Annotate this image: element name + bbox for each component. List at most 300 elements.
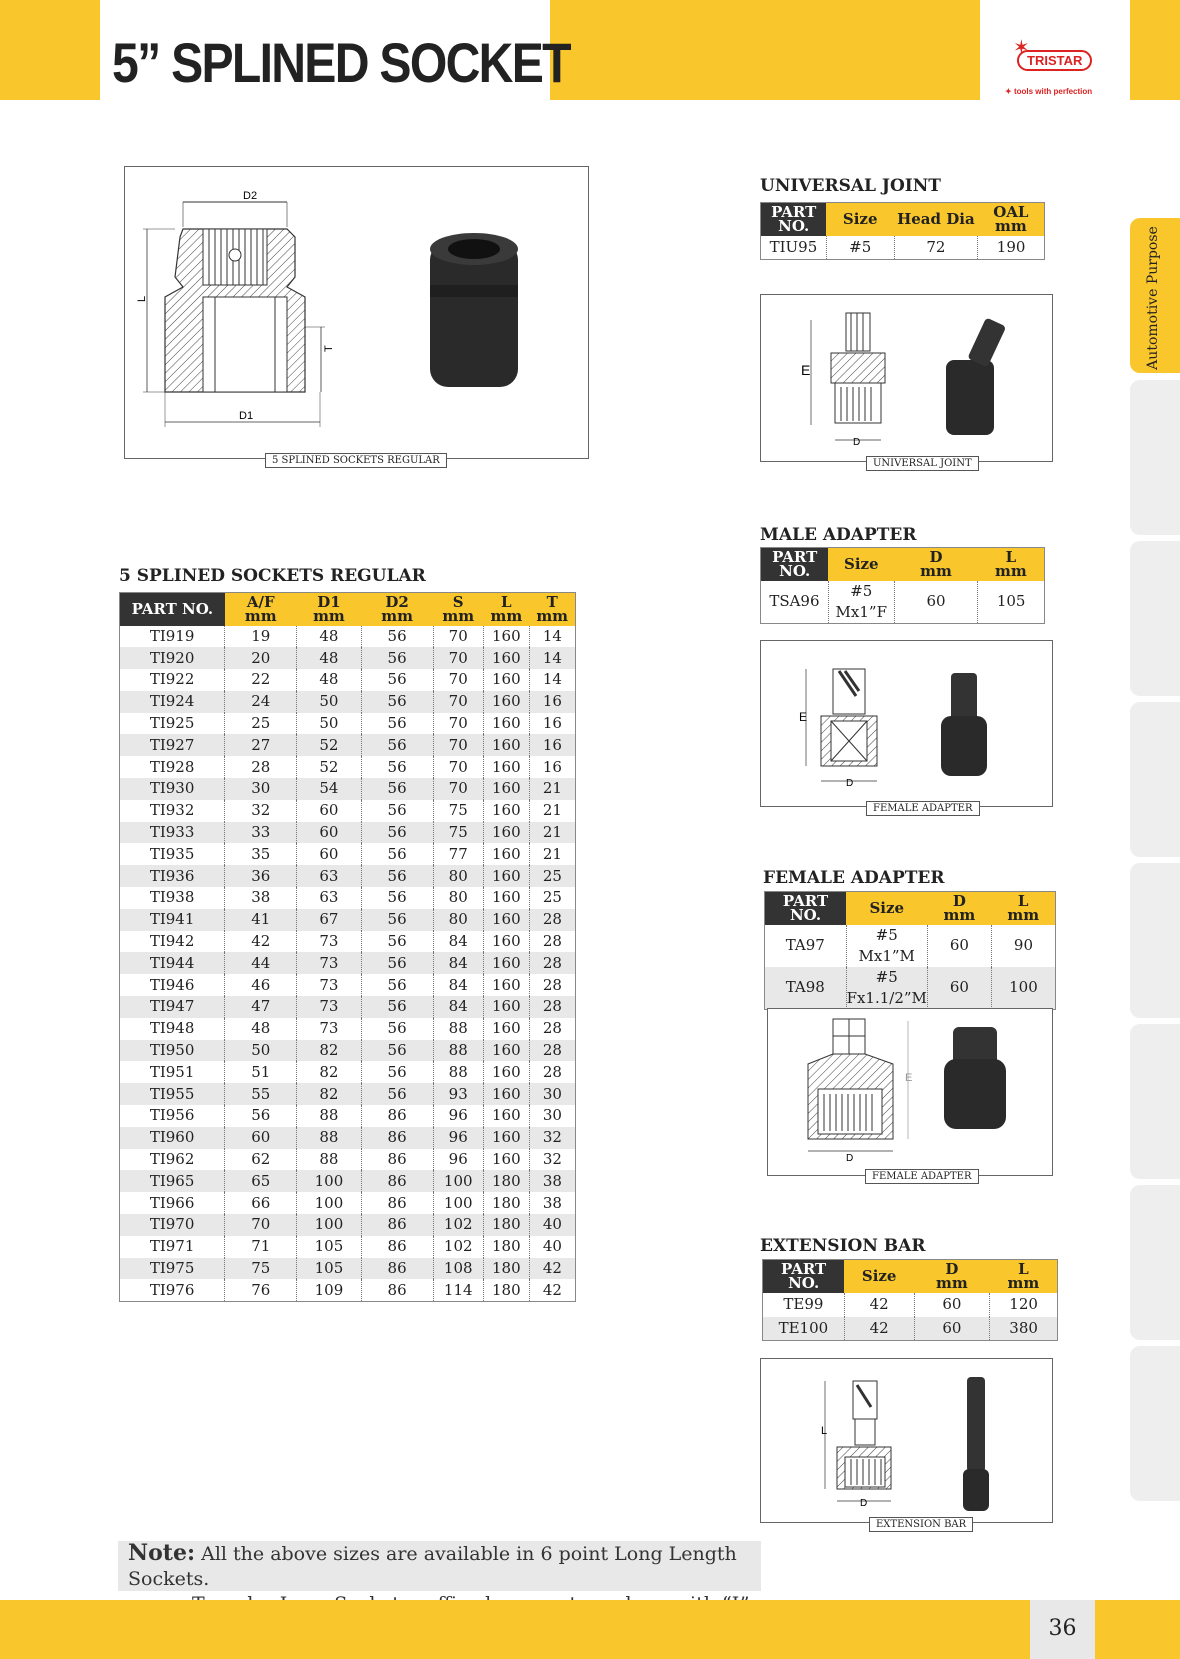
table-cell: 38	[529, 1170, 575, 1192]
table-cell: 56	[361, 626, 433, 648]
label-l: L	[136, 295, 148, 302]
table-cell: 86	[361, 1258, 433, 1280]
table-cell: 160	[483, 756, 529, 778]
table-row	[120, 931, 576, 953]
table-row	[120, 626, 576, 648]
fa-col-l: L mm	[991, 892, 1055, 925]
table-row	[120, 1214, 576, 1236]
table-cell: TI928	[149, 757, 195, 776]
table-row	[120, 1170, 576, 1192]
table-cell: 71	[225, 1236, 297, 1258]
table-row	[120, 996, 576, 1018]
table-cell: TI944	[120, 952, 225, 974]
table-row	[120, 691, 576, 713]
table-cell: 70	[433, 713, 483, 735]
table-cell: 56	[361, 822, 433, 844]
table-cell: 73	[297, 996, 361, 1018]
eb-label-d: D	[860, 1498, 868, 1509]
table-row	[120, 734, 576, 756]
table-cell: 40	[529, 1236, 575, 1258]
table-cell: TI936	[120, 865, 225, 887]
table-cell: 51	[225, 1061, 297, 1083]
table-cell: 160	[483, 1083, 529, 1105]
table-header-row	[120, 593, 576, 626]
female-adapter-caption: FEMALE ADAPTER	[865, 1169, 979, 1184]
fa-col-size: Size	[846, 892, 927, 925]
universal-joint-photo	[946, 360, 994, 435]
table-cell: 73	[297, 1018, 361, 1040]
header-accent-middle	[550, 0, 980, 100]
table-cell: 42	[225, 931, 297, 953]
table-cell: 160	[483, 647, 529, 669]
extension-bar-table	[762, 1259, 1058, 1341]
eb-col-d: D mm	[914, 1260, 990, 1293]
table-cell: 160	[483, 669, 529, 691]
table-cell: 27	[225, 734, 297, 756]
table-cell: 86	[361, 1105, 433, 1127]
ma-col-size: Size	[828, 548, 894, 581]
table-cell: 160	[483, 1127, 529, 1149]
table-cell: TI942	[149, 932, 195, 951]
side-tab-label: Automotive Purpose	[1145, 226, 1161, 370]
table-cell: TI922	[149, 670, 195, 689]
table-cell: TI924	[120, 691, 225, 713]
fa-col-d: D mm	[927, 892, 991, 925]
label-d2: D2	[243, 190, 258, 202]
table-cell: 28	[529, 1061, 575, 1083]
table-cell: 160	[483, 713, 529, 735]
ma-col-l: L mm	[978, 548, 1045, 581]
uj-col-oal: OAL mm	[978, 203, 1045, 236]
table-cell: 14	[529, 669, 575, 691]
table-cell: 63	[297, 865, 361, 887]
table-cell: 56	[361, 931, 433, 953]
ma-label-d: D	[846, 778, 854, 789]
table-cell: TI935	[149, 844, 195, 863]
table-cell: 30	[529, 1105, 575, 1127]
table-cell: TE99	[783, 1295, 824, 1313]
table-cell: 25	[225, 713, 297, 735]
eb-col-size: Size	[844, 1260, 914, 1293]
table-cell: 80	[433, 909, 483, 931]
table-cell: 180	[483, 1258, 529, 1280]
table-cell: 56	[361, 669, 433, 691]
header-accent-right	[1130, 0, 1180, 100]
table-cell: 160	[483, 734, 529, 756]
table-cell: 160	[483, 822, 529, 844]
socket-drawing	[125, 167, 590, 460]
table-cell: 180	[483, 1214, 529, 1236]
table-cell: 75	[433, 800, 483, 822]
table-cell: 96	[433, 1127, 483, 1149]
table-cell: 21	[529, 778, 575, 800]
table-cell: 70	[433, 756, 483, 778]
table-cell: 84	[433, 931, 483, 953]
table-cell: 55	[225, 1083, 297, 1105]
table-cell: 28	[225, 756, 297, 778]
table-cell: 28	[529, 1018, 575, 1040]
table-cell: 16	[529, 713, 575, 735]
table-cell: TI927	[120, 734, 225, 756]
table-row	[120, 1018, 576, 1040]
header-accent-left	[0, 0, 100, 100]
table-cell: 70	[433, 647, 483, 669]
ma-col-part: PART NO.	[761, 548, 829, 581]
col-l: L mm	[483, 593, 529, 626]
table-cell: 180	[483, 1279, 529, 1301]
table-cell: 42	[529, 1279, 575, 1301]
table-cell: TI925	[149, 714, 195, 733]
table-cell: 82	[297, 1083, 361, 1105]
table-cell: TI932	[149, 801, 195, 820]
table-cell: 102	[433, 1236, 483, 1258]
table-cell: 14	[529, 647, 575, 669]
table-row	[763, 1293, 1058, 1317]
side-tab-3[interactable]	[1130, 541, 1180, 696]
table-cell: 50	[225, 1040, 297, 1062]
extension-bar-photo	[967, 1377, 985, 1472]
eb-label-l: L	[821, 1425, 828, 1437]
table-cell: 33	[225, 822, 297, 844]
male-adapter-photo	[951, 673, 977, 723]
table-cell: TA98	[765, 967, 847, 1010]
fa-col-part: PART NO.	[765, 892, 847, 925]
table-cell: 48	[225, 1018, 297, 1040]
table-cell: 56	[361, 778, 433, 800]
table-cell: 109	[297, 1279, 361, 1301]
universal-joint-caption: UNIVERSAL JOINT	[866, 456, 979, 471]
table-cell: 32	[529, 1149, 575, 1171]
main-table-title: 5 SPLINED SOCKETS REGULAR	[119, 566, 426, 586]
side-tab-2[interactable]	[1130, 380, 1180, 535]
table-cell: 88	[433, 1018, 483, 1040]
table-cell: 73	[297, 952, 361, 974]
table-cell: 160	[483, 1018, 529, 1040]
table-row	[120, 1083, 576, 1105]
table-cell: 56	[361, 865, 433, 887]
table-cell: 48	[297, 647, 361, 669]
table-cell: 86	[361, 1170, 433, 1192]
table-cell: 76	[225, 1279, 297, 1301]
table-cell: TI950	[120, 1040, 225, 1062]
table-cell: 56	[361, 1018, 433, 1040]
table-row	[120, 909, 576, 931]
brand-tagline: ✦ tools with perfection	[1005, 87, 1093, 96]
table-cell: TI955	[120, 1083, 225, 1105]
table-cell: TI975	[120, 1258, 225, 1280]
table-cell: 160	[483, 1040, 529, 1062]
table-cell: 96	[433, 1149, 483, 1171]
ma-col-d: D mm	[894, 548, 978, 581]
table-cell: 82	[297, 1040, 361, 1062]
table-cell: TI933	[120, 822, 225, 844]
male-adapter-caption: FEMALE ADAPTER	[866, 801, 980, 816]
table-cell: 60	[225, 1127, 297, 1149]
table-cell: 60	[297, 800, 361, 822]
table-cell: 28	[529, 996, 575, 1018]
table-cell: 56	[361, 713, 433, 735]
table-cell: TI919	[149, 626, 195, 645]
table-row	[120, 974, 576, 996]
fa-label-e: E	[905, 1072, 913, 1084]
table-cell: 50	[297, 713, 361, 735]
table-cell: 82	[297, 1061, 361, 1083]
table-cell: 30	[529, 1083, 575, 1105]
side-tab-6[interactable]	[1130, 1024, 1180, 1179]
table-row	[120, 1105, 576, 1127]
table-cell: TI938	[149, 888, 195, 907]
footer-accent-left	[0, 1600, 1030, 1659]
uj-col-part: PART NO.	[761, 203, 827, 236]
table-cell: 47	[225, 996, 297, 1018]
table-cell: TI947	[120, 996, 225, 1018]
socket-diagram-caption: 5 SPLINED SOCKETS REGULAR	[265, 453, 447, 468]
table-row	[761, 581, 1045, 624]
table-cell: 96	[433, 1105, 483, 1127]
logo-star-icon: ✶	[1013, 35, 1030, 59]
table-row	[120, 1040, 576, 1062]
table-row	[763, 1317, 1058, 1341]
table-cell: 160	[483, 1061, 529, 1083]
table-row	[120, 952, 576, 974]
table-cell: 54	[297, 778, 361, 800]
table-cell: 100	[433, 1192, 483, 1214]
table-cell: 41	[225, 909, 297, 931]
table-cell: 160	[483, 865, 529, 887]
table-cell: 80	[433, 865, 483, 887]
table-cell: 56	[361, 756, 433, 778]
universal-joint-diagram	[760, 294, 1053, 469]
table-cell: 60	[297, 843, 361, 865]
table-cell: TI966	[149, 1193, 195, 1212]
table-row	[120, 713, 576, 735]
table-row	[120, 756, 576, 778]
table-cell: TI971	[149, 1237, 195, 1256]
table-cell: 100	[991, 967, 1055, 1010]
table-cell: 63	[297, 887, 361, 909]
table-cell: 62	[225, 1149, 297, 1171]
table-cell: 114	[433, 1279, 483, 1301]
table-cell: TA97	[785, 936, 825, 954]
table-cell: 93	[433, 1083, 483, 1105]
table-cell: 160	[483, 778, 529, 800]
table-cell: 56	[225, 1105, 297, 1127]
table-cell: 120	[990, 1293, 1058, 1317]
table-cell: 84	[433, 952, 483, 974]
table-cell: TSA96	[769, 592, 820, 610]
page-title: 5” SPLINED SOCKET	[112, 31, 570, 94]
table-cell: 75	[433, 822, 483, 844]
male-adapter-diagram	[760, 640, 1053, 814]
table-cell: 100	[297, 1192, 361, 1214]
table-cell: 160	[483, 800, 529, 822]
table-cell: 67	[297, 909, 361, 931]
footer-accent-right	[1095, 1600, 1180, 1659]
table-row	[120, 647, 576, 669]
table-cell: 160	[483, 996, 529, 1018]
table-cell: 86	[361, 1149, 433, 1171]
table-cell: 19	[225, 626, 297, 648]
table-row	[120, 1236, 576, 1258]
table-cell: 30	[225, 778, 297, 800]
side-tab-5[interactable]	[1130, 863, 1180, 1018]
table-cell: 56	[361, 887, 433, 909]
note-line-1: All the above sizes are available in 6 point Long Length Sockets.	[128, 1543, 737, 1590]
universal-joint-title: UNIVERSAL JOINT	[760, 176, 941, 196]
table-cell: 160	[483, 909, 529, 931]
table-row	[120, 865, 576, 887]
table-cell: TI920	[120, 647, 225, 669]
table-cell: #5 Fx1.1/2”M	[846, 967, 927, 1010]
table-cell: 88	[297, 1127, 361, 1149]
table-cell: 25	[529, 887, 575, 909]
table-row	[120, 1279, 576, 1301]
table-cell: 16	[529, 734, 575, 756]
table-cell: 60	[914, 1317, 990, 1341]
table-cell: 32	[225, 800, 297, 822]
table-cell: 21	[529, 800, 575, 822]
table-cell: 88	[433, 1061, 483, 1083]
table-cell: 70	[225, 1214, 297, 1236]
table-cell: TI965	[120, 1170, 225, 1192]
table-cell: TI946	[149, 975, 195, 994]
table-cell: 72	[894, 236, 978, 260]
col-t: T mm	[529, 593, 575, 626]
side-tab-4[interactable]	[1130, 702, 1180, 857]
table-cell: 56	[361, 843, 433, 865]
table-cell: 73	[297, 974, 361, 996]
table-cell: TI970	[120, 1214, 225, 1236]
table-cell: 190	[978, 236, 1045, 260]
table-cell: 50	[297, 691, 361, 713]
table-row	[120, 1061, 576, 1083]
table-cell: 100	[433, 1170, 483, 1192]
table-cell: 35	[225, 843, 297, 865]
female-adapter-diagram	[767, 1008, 1053, 1182]
table-cell: TI930	[120, 778, 225, 800]
table-cell: 52	[297, 734, 361, 756]
table-cell: TI951	[149, 1062, 195, 1081]
female-adapter-title: FEMALE ADAPTER	[763, 868, 945, 888]
table-cell: 60	[927, 925, 991, 967]
table-cell: 84	[433, 996, 483, 1018]
table-cell: 56	[361, 647, 433, 669]
table-cell: 70	[433, 778, 483, 800]
table-cell: 56	[361, 952, 433, 974]
eb-col-part: PART NO.	[763, 1260, 845, 1293]
table-row	[120, 887, 576, 909]
table-cell: 70	[433, 691, 483, 713]
table-cell: 56	[361, 800, 433, 822]
universal-joint-table	[760, 202, 1045, 260]
table-cell: 105	[297, 1258, 361, 1280]
sockets-table	[119, 592, 576, 1302]
table-cell: 380	[990, 1317, 1058, 1341]
table-cell: 70	[433, 734, 483, 756]
table-cell: 56	[361, 1061, 433, 1083]
table-row	[120, 843, 576, 865]
table-cell: 32	[529, 1127, 575, 1149]
table-cell: TIU95	[769, 237, 818, 256]
table-cell: 180	[483, 1192, 529, 1214]
table-cell: 28	[529, 1040, 575, 1062]
table-cell: 160	[483, 1149, 529, 1171]
table-cell: 56	[361, 1083, 433, 1105]
table-cell: 46	[225, 974, 297, 996]
table-cell: TE100	[763, 1317, 845, 1341]
uj-col-size: Size	[826, 203, 894, 236]
table-cell: TI941	[120, 909, 225, 931]
table-row	[765, 925, 1056, 967]
table-cell: 108	[433, 1258, 483, 1280]
table-cell: TI948	[149, 1019, 195, 1038]
table-cell: 56	[361, 974, 433, 996]
table-cell: 180	[483, 1170, 529, 1192]
table-cell: 44	[225, 952, 297, 974]
table-cell: 60	[914, 1293, 990, 1317]
table-cell: 160	[483, 974, 529, 996]
table-cell: 48	[297, 626, 361, 648]
table-cell: 90	[991, 925, 1055, 967]
table-cell: 160	[483, 887, 529, 909]
table-row	[120, 1127, 576, 1149]
table-cell: TI976	[149, 1280, 195, 1299]
table-cell: 56	[361, 691, 433, 713]
table-cell: 160	[483, 691, 529, 713]
table-row	[120, 822, 576, 844]
table-cell: 66	[225, 1192, 297, 1214]
table-cell: 25	[529, 865, 575, 887]
uj-col-head: Head Dia	[894, 203, 978, 236]
table-cell: 14	[529, 626, 575, 648]
table-cell: 80	[433, 887, 483, 909]
table-row	[120, 778, 576, 800]
col-s: S mm	[433, 593, 483, 626]
table-cell: 86	[361, 1127, 433, 1149]
table-cell: 38	[225, 887, 297, 909]
table-cell: #5 Mx1”F	[828, 581, 894, 624]
table-cell: 21	[529, 843, 575, 865]
table-cell: 65	[225, 1170, 297, 1192]
table-cell: 56	[361, 1040, 433, 1062]
table-cell: 84	[433, 974, 483, 996]
table-cell: 16	[529, 691, 575, 713]
side-tab-8[interactable]	[1130, 1346, 1180, 1501]
table-cell: 36	[225, 865, 297, 887]
table-cell: #5	[826, 236, 894, 260]
table-cell: 38	[529, 1192, 575, 1214]
note-label: Note:	[128, 1540, 196, 1566]
uj-label-d: D	[853, 437, 861, 448]
table-cell: 60	[297, 822, 361, 844]
page-number: 36	[1030, 1600, 1095, 1659]
note-box	[118, 1541, 761, 1591]
col-d2: D2 mm	[361, 593, 433, 626]
table-cell: 24	[225, 691, 297, 713]
side-tab-7[interactable]	[1130, 1185, 1180, 1340]
col-af: A/F mm	[225, 593, 297, 626]
table-cell: 86	[361, 1236, 433, 1258]
table-cell: TI960	[120, 1127, 225, 1149]
table-row	[120, 1149, 576, 1171]
table-cell: 88	[297, 1149, 361, 1171]
table-cell: 60	[927, 967, 991, 1010]
socket-diagram-box	[124, 166, 589, 466]
male-adapter-title: MALE ADAPTER	[760, 525, 917, 545]
table-cell: 48	[297, 669, 361, 691]
table-cell: 42	[529, 1258, 575, 1280]
label-d1: D1	[239, 410, 254, 422]
